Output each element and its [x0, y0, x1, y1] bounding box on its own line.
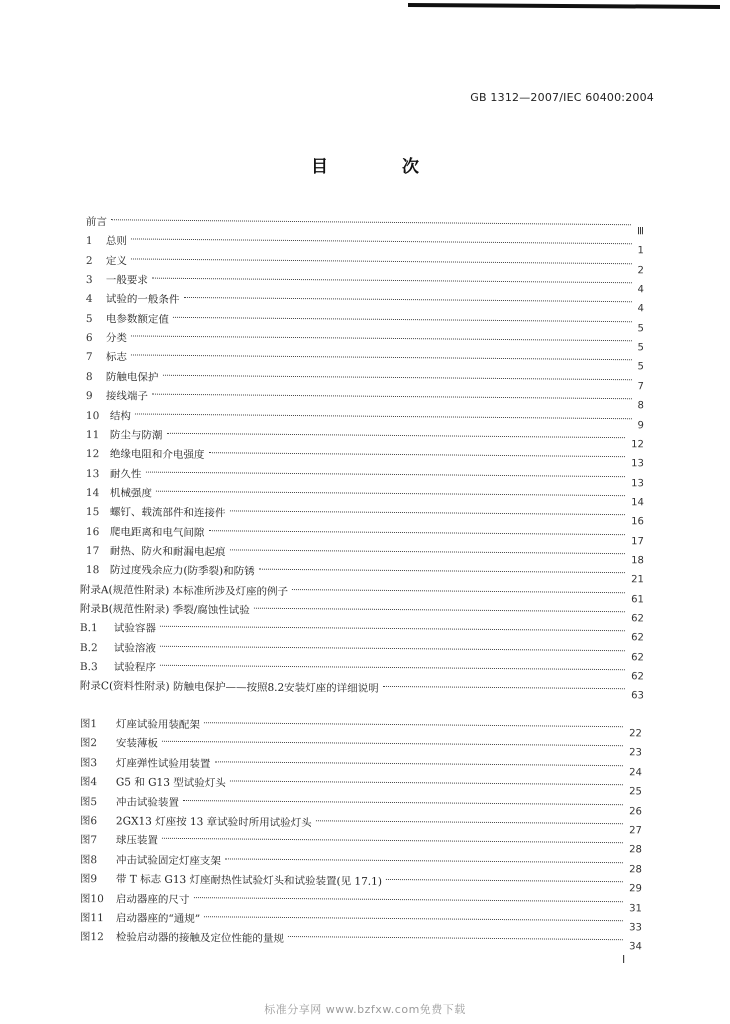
figure-entry-title: 安装薄板: [115, 737, 158, 751]
toc-entry-number: 13: [85, 467, 100, 480]
dot-leader: [225, 842, 623, 863]
toc-entry-title: 绝缘电阻和介电强度: [109, 448, 205, 462]
dot-leader: [160, 610, 625, 631]
toc-entry-page: 14: [631, 497, 644, 509]
figure-entry-number: 图5: [79, 795, 98, 808]
toc-entry-title: 总则: [105, 235, 127, 248]
toc-entry-number: 18: [85, 564, 100, 577]
figure-entry-page: 29: [629, 883, 642, 895]
toc-entry-title: 附录A(规范性附录) 本标准所涉及灯座的例子: [79, 583, 289, 598]
dot-leader: [162, 822, 623, 843]
toc-entry-number: 2: [85, 254, 93, 267]
toc-entry-title: 附录C(资料性附录) 防触电保护——按照8.2安装灯座的详细说明: [79, 680, 379, 696]
toc-entry-title: 标志: [105, 351, 127, 364]
figure-entry-title: 检验启动器的接触及定位性能的量规: [115, 931, 284, 946]
figure-entry-page: 27: [629, 825, 642, 837]
toc-entry-page: 17: [631, 535, 644, 547]
toc-entry-page: 5: [637, 361, 644, 373]
dot-leader: [160, 649, 625, 670]
toc-entry-title: 机械强度: [109, 487, 152, 500]
toc-entry-page: 2: [637, 264, 644, 277]
dot-leader: [229, 533, 625, 554]
figure-entry-title: 灯座弹性试验用装置: [115, 757, 211, 771]
figure-entry: [79, 923, 642, 953]
dot-leader: [292, 573, 625, 593]
dot-leader: [183, 784, 623, 805]
dot-leader: [162, 359, 631, 381]
toc-entry-page: 12: [631, 439, 644, 451]
toc-entry-number: 15: [85, 506, 100, 519]
toc-entry-number: 8: [85, 370, 93, 383]
figure-entry-page: 33: [629, 922, 642, 934]
toc-entry-number: 3: [85, 274, 93, 287]
dot-leader: [173, 301, 632, 322]
toc-entry-page: 62: [631, 651, 644, 664]
dot-leader: [204, 900, 623, 921]
toc-entry-number: 14: [85, 486, 100, 500]
dot-leader: [166, 417, 625, 438]
toc-entry-number: 12: [85, 448, 100, 461]
toc-entry-page: 4: [637, 284, 644, 296]
toc-entry-number: 4: [85, 293, 93, 306]
figure-entry-number: 图10: [79, 892, 104, 905]
toc-entry-page: Ⅲ: [636, 226, 644, 238]
toc-entry-number: 17: [85, 544, 100, 558]
dot-leader: [152, 262, 632, 284]
toc-entry-number: 6: [85, 332, 93, 345]
figure-entry-number: 图8: [79, 853, 98, 866]
dot-leader: [111, 203, 631, 225]
toc-entry-page: 18: [631, 555, 644, 567]
toc-entry-page: 9: [637, 419, 644, 431]
dot-leader: [131, 320, 632, 342]
dot-leader: [254, 592, 626, 613]
toc-entry-page: 4: [637, 303, 644, 315]
dot-leader: [230, 765, 624, 786]
toc-entry-page: 62: [631, 632, 644, 644]
figure-entry-number: 图11: [79, 912, 104, 925]
toc-entry-title: 试验溶液: [113, 642, 156, 655]
toc-entry-page: 16: [631, 516, 644, 528]
toc-entry-page: 5: [637, 323, 644, 335]
toc-entry-title: 前言: [85, 216, 107, 229]
figure-entry-title: 带 T 标志 G13 灯座耐热性试验灯头和试验装置(见 17.1): [115, 873, 383, 889]
toc-entry-title: 定义: [105, 254, 127, 268]
figure-entry-page: 26: [629, 805, 642, 817]
figure-entry-page: 24: [629, 767, 642, 779]
toc-entry-page: 62: [631, 613, 644, 625]
toc-entry-title: 耐久性: [109, 467, 142, 481]
toc-entry-number: 5: [85, 312, 93, 325]
toc-entry-title: 防尘与防潮: [109, 429, 163, 442]
dot-leader: [162, 725, 623, 746]
toc-entry-page: 5: [637, 342, 644, 354]
figure-entry-page: 28: [629, 844, 642, 856]
page-number: Ⅰ: [622, 953, 626, 966]
dot-leader: [204, 706, 623, 727]
figure-entry-number: 图6: [79, 815, 98, 828]
figure-entry-number: 图4: [79, 776, 98, 789]
dot-leader: [183, 281, 631, 302]
toc-entry-title: 附录B(规范性附录) 季裂/腐蚀性试验: [79, 603, 250, 617]
dot-leader: [152, 378, 632, 400]
dot-leader: [131, 339, 632, 361]
toc-entry-page: 13: [631, 477, 644, 489]
figure-entry-page: 31: [629, 902, 642, 914]
toc-entry-title: 试验容器: [113, 622, 156, 636]
toc-entry-title: 接线端子: [105, 390, 148, 403]
toc-entry-page: 7: [637, 381, 644, 393]
figure-entry-number: 图2: [79, 737, 98, 750]
toc-entry-title: 防触电保护: [105, 370, 159, 384]
figure-entry-number: 图7: [79, 834, 98, 847]
toc-entry-title: 耐热、防火和耐漏电起痕: [109, 545, 226, 559]
figure-entry-title: 冲击试验固定灯座支架: [115, 854, 221, 868]
toc-entry-page: 21: [631, 574, 644, 586]
toc-entry-number: 7: [85, 351, 93, 364]
toc-entry-number: 16: [85, 525, 100, 538]
dot-leader: [383, 670, 626, 689]
figure-entry-title: 冲击试验装置: [115, 795, 179, 809]
toc-entry-number: 10: [85, 409, 100, 422]
dot-leader: [208, 514, 625, 535]
toc-entry-number: B.3: [79, 661, 98, 674]
toc-entry-title: 螺钉、载流部件和连接件: [109, 506, 226, 520]
figure-entry-page: 22: [629, 728, 642, 740]
standard-code: GB 1312—2007/IEC 60400:2004: [470, 91, 654, 104]
figure-entry-title: 球压装置: [115, 834, 158, 848]
figure-entry-page: 23: [629, 747, 642, 759]
toc-entry: [79, 672, 644, 702]
figure-entry-title: 2GX13 灯座按 13 章试验时所用试验灯头: [115, 815, 312, 830]
figure-entry-title: G5 和 G13 型试验灯头: [115, 776, 226, 790]
toc-entry-title: 结构: [109, 409, 131, 422]
toc-entry-title: 试验程序: [113, 661, 156, 674]
toc-entry-page: 63: [631, 690, 644, 702]
dot-leader: [214, 745, 623, 766]
figure-entry-page: 34: [629, 941, 642, 953]
figure-entry-number: 图9: [79, 873, 98, 886]
toc-entry-number: 11: [85, 428, 100, 441]
dot-leader: [316, 804, 624, 824]
toc-entry-page: 1: [637, 245, 644, 257]
dot-leader: [288, 920, 623, 940]
toc-entry-page: 13: [631, 458, 644, 470]
figure-entry-number: 图3: [79, 756, 98, 769]
dot-leader: [131, 223, 632, 245]
toc-entry-title: 爬电距离和电气间隙: [109, 525, 205, 539]
figure-entry-page: 25: [629, 786, 642, 798]
page-title: 目 次: [311, 157, 453, 177]
figure-entry-number: 图1: [79, 718, 98, 731]
figure-entry-title: 灯座试验用装配架: [115, 718, 200, 732]
dot-leader: [208, 436, 625, 457]
figure-entry-page: 28: [629, 864, 642, 876]
toc-entry-page: 8: [637, 400, 644, 412]
dot-leader: [156, 475, 625, 497]
toc-entry-number: B.1: [79, 622, 98, 635]
toc-entry-number: B.2: [79, 641, 98, 654]
dot-leader: [160, 629, 625, 650]
toc-entry-page: 61: [631, 593, 644, 606]
figure-entry-title: 启动器座的“通规”: [115, 912, 201, 926]
dot-leader: [386, 863, 623, 882]
top-rule: [408, 3, 720, 9]
figure-entry-title: 启动器座的尺寸: [115, 892, 190, 906]
toc-entry-page: 62: [631, 671, 644, 683]
dot-leader: [229, 495, 625, 516]
toc-entry-title: 试验的一般条件: [105, 293, 180, 307]
dot-leader: [193, 881, 623, 902]
watermark-text: 标准分享网 www.bzfxw.com免费下载: [264, 1003, 466, 1016]
toc-entry-title: 电参数额定值: [105, 312, 169, 326]
dot-leader: [259, 553, 626, 574]
toc-entry-number: 9: [85, 390, 93, 403]
figure-entry-number: 图12: [79, 931, 104, 944]
toc-entry-title: 分类: [105, 332, 127, 345]
toc-entry-title: 防过度残余应力(防季裂)和防锈: [109, 564, 255, 578]
toc-entry-title: 一般要求: [105, 274, 148, 287]
toc-entry-number: 1: [85, 235, 93, 248]
